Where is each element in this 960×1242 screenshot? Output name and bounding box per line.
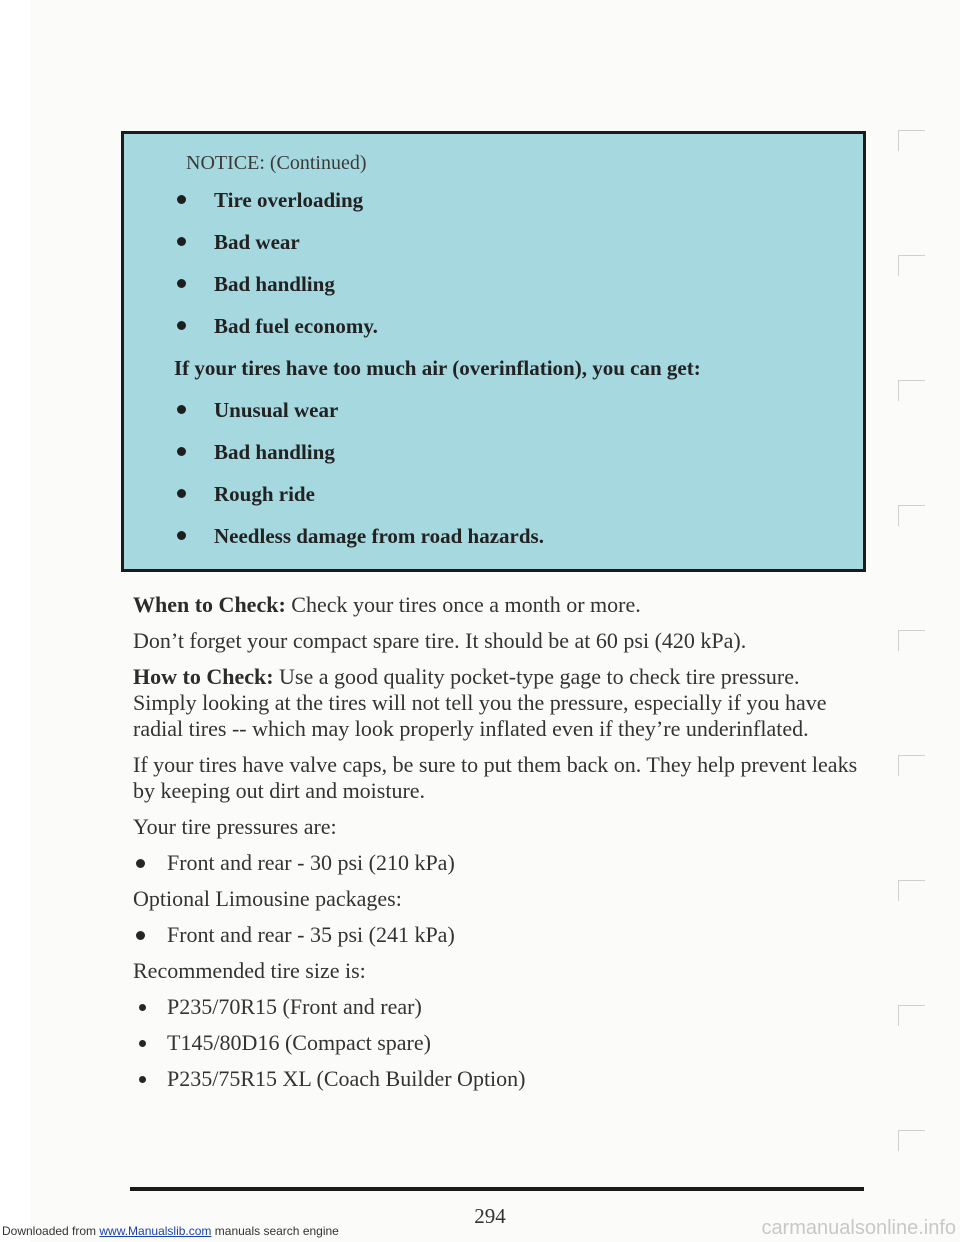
notice-title: NOTICE: (Continued) <box>186 152 367 174</box>
bullet-icon <box>177 489 186 498</box>
notice-item: Bad wear <box>174 229 863 271</box>
limousine-item: Front and rear - 35 psi (241 kPa) <box>133 922 868 948</box>
footer-rule <box>130 1187 864 1191</box>
limousine-intro: Optional Limousine packages: <box>133 886 402 911</box>
bullet-icon <box>177 531 186 540</box>
bullet-icon <box>139 1040 146 1047</box>
pressures-intro: Your tire pressures are: <box>133 814 337 839</box>
notice-item: Needless damage from road hazards. <box>174 523 863 565</box>
edge-tab <box>898 1130 925 1151</box>
tire-size-intro: Recommended tire size is: <box>133 958 366 983</box>
when-to-check-paragraph: When to Check: Check your tires once a month or more. <box>133 592 641 617</box>
bullet-icon <box>177 321 186 330</box>
overinflation-heading: If your tires have too much air (overinflation), you can get: <box>174 356 701 380</box>
notice-box <box>121 131 866 572</box>
notice-item: Tire overloading <box>174 187 863 229</box>
bullet-icon <box>139 1076 146 1083</box>
how-to-check-label: How to Check: <box>133 664 274 689</box>
notice-item: Bad handling <box>174 439 863 481</box>
edge-tab <box>898 255 925 276</box>
notice-item: Unusual wear <box>174 397 863 439</box>
how-to-check-paragraph: How to Check: Use a good quality pocket-type gage to check tire pressure. Simply looking at the tires will not tell you the pressure, especially if you have radial tires -- which may look properly inflated even if they’re underinflated. <box>133 664 827 741</box>
edge-tab <box>898 630 925 651</box>
overinflation-list <box>174 397 863 565</box>
edge-tab <box>898 505 925 526</box>
bullet-icon <box>139 1004 146 1011</box>
bullet-icon <box>177 237 186 246</box>
edge-tab <box>898 880 925 901</box>
bullet-icon <box>136 931 145 940</box>
pressure-item: Front and rear - 30 psi (210 kPa) <box>133 850 868 876</box>
watermark: carmanualsonline.info <box>761 1217 956 1239</box>
edge-tab <box>898 380 925 401</box>
bullet-icon <box>177 447 186 456</box>
valve-caps-paragraph: If your tires have valve caps, be sure to put them back on. They help prevent leaks by keeping out dirt and moisture. <box>133 752 858 803</box>
main-content <box>133 592 868 1102</box>
bullet-icon <box>177 405 186 414</box>
edge-tab <box>898 1005 925 1026</box>
bullet-icon <box>136 859 145 868</box>
page-number: 294 <box>474 1204 506 1228</box>
edge-tab <box>898 130 925 151</box>
tire-size-item: P235/70R15 (Front and rear) <box>133 994 868 1020</box>
page-edge-tabs <box>898 80 938 1180</box>
tire-size-item: P235/75R15 XL (Coach Builder Option) <box>133 1066 868 1092</box>
manualslib-link[interactable]: www.Manualslib.com <box>99 1224 212 1238</box>
bullet-icon <box>177 279 186 288</box>
spare-tire-paragraph: Don’t forget your compact spare tire. It should be at 60 psi (420 kPa). <box>133 628 747 653</box>
notice-item: Bad fuel economy. <box>174 313 863 355</box>
notice-item: Rough ride <box>174 481 863 523</box>
underinflation-list <box>174 187 863 355</box>
when-to-check-label: When to Check: <box>133 592 286 617</box>
edge-tab <box>898 755 925 776</box>
notice-item: Bad handling <box>174 271 863 313</box>
tire-size-item: T145/80D16 (Compact spare) <box>133 1030 868 1056</box>
bullet-icon <box>177 195 186 204</box>
download-footer: Downloaded from www.Manualslib.com manuals search engine <box>2 1224 339 1238</box>
